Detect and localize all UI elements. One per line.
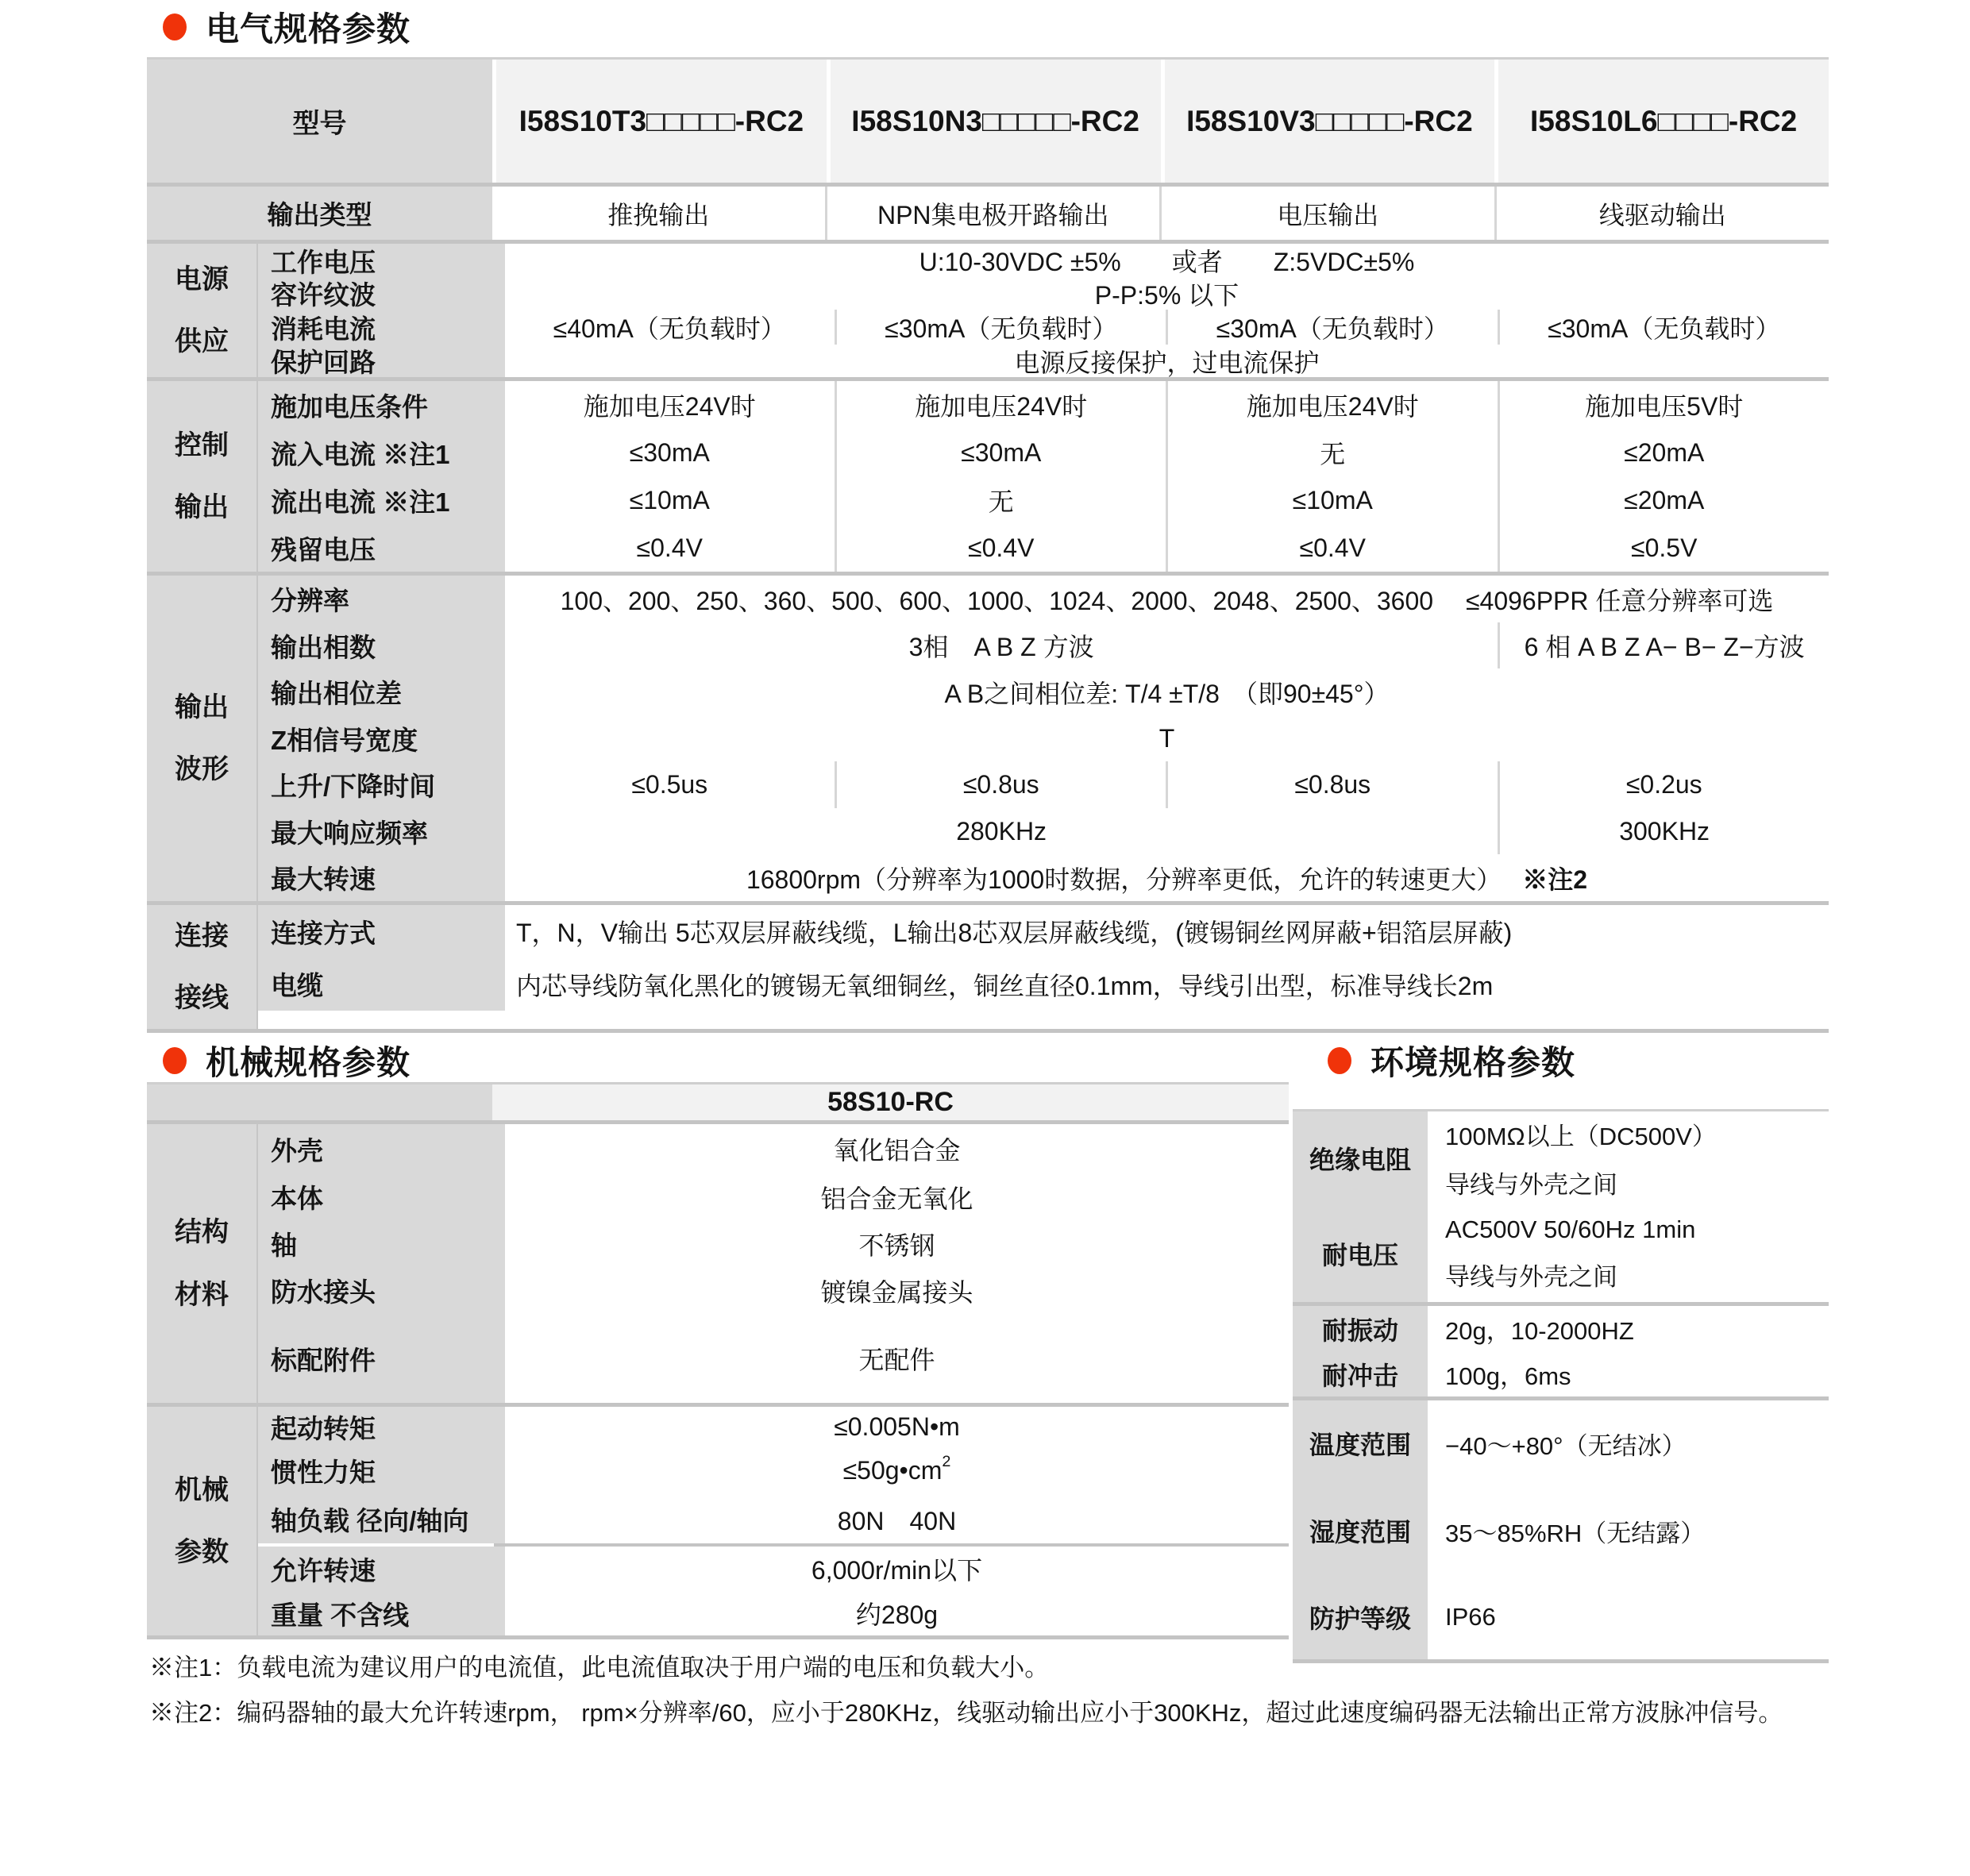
row-value <box>505 854 1829 901</box>
row-value: 铝合金无氧化 <box>820 1184 973 1213</box>
table-bottom-border <box>147 1635 1289 1639</box>
row-value: 100g，6ms <box>1445 1362 1571 1390</box>
cell-value: 无 <box>1166 429 1498 476</box>
cell-value: 3相 A B Z 方波 <box>908 633 1094 661</box>
row-label: 防水接头 <box>258 1267 505 1314</box>
row-temperature-range <box>1293 1400 1829 1486</box>
row-value: 约280g <box>855 1601 939 1629</box>
cell-value: 施加电压24V时 <box>583 392 756 421</box>
cell-value: ≤0.4V <box>1166 524 1498 572</box>
output-type-value: NPN集电极开路输出 <box>825 187 1160 240</box>
section-title-text: 环境规格参数 <box>1371 1044 1576 1081</box>
row-label: 流出电流 ※注1 <box>258 476 505 524</box>
env-section-mechanical <box>1293 1306 1829 1396</box>
cell-value: ≤30mA <box>835 429 1166 476</box>
row-value: 电源反接保护，过电流保护 <box>1014 348 1320 377</box>
row-label: 输出相位差 <box>258 668 505 715</box>
model-name-n: I58S10N3□□□□□-RC2 <box>827 60 1161 183</box>
cell-value: ≤0.5us <box>631 770 708 799</box>
output-waveform-section <box>147 576 1829 901</box>
row-insulation-resistance <box>1293 1111 1829 1205</box>
group-label-connection: 连接接线 <box>147 905 258 1029</box>
row-label: 标配附件 <box>258 1314 505 1403</box>
red-bullet-icon <box>1328 1047 1351 1074</box>
electrical-section-title <box>163 3 411 51</box>
row-label: 上升/下降时间 <box>258 761 505 808</box>
note2-reference: ※注2 <box>1522 865 1588 894</box>
row-humidity-range <box>1293 1486 1829 1575</box>
row-value: U:10-30VDC ±5% 或者 Z:5VDC±5% <box>919 248 1415 276</box>
row-label: 电缆 <box>258 957 505 1011</box>
cell-value: ≤20mA <box>1498 429 1829 476</box>
red-bullet-icon <box>163 13 187 40</box>
row-label: 绝缘电阻 <box>1293 1111 1428 1205</box>
cell-value: 施加电压24V时 <box>1166 381 1498 429</box>
row-label: 本体 <box>258 1173 505 1220</box>
model-name-v: I58S10V3□□□□□-RC2 <box>1161 60 1495 183</box>
cell-value: 280KHz <box>956 816 1047 846</box>
model-header-label: 型号 <box>147 60 492 183</box>
row-value: T <box>1158 723 1175 753</box>
inertia-superscript: 2 <box>942 1453 951 1471</box>
row-standard-accessory <box>258 1314 1289 1403</box>
group-label-structure: 结构材料 <box>147 1124 258 1403</box>
row-value: P-P:5% 以下 <box>1094 280 1239 310</box>
row-label: 耐电压 <box>1293 1205 1428 1302</box>
cell-value: 300KHz <box>1498 808 1829 854</box>
row-label: 工作电压 <box>258 244 505 277</box>
row-label: 惯性力矩 <box>258 1446 505 1495</box>
row-housing <box>258 1124 1289 1173</box>
row-label: 外壳 <box>258 1124 505 1173</box>
row-withstand-voltage <box>1293 1205 1829 1302</box>
cell-value: 6 相 A B Z A− B− Z−方波 <box>1498 622 1829 668</box>
row-residual-voltage <box>258 524 1829 572</box>
row-source-current <box>258 476 1829 524</box>
model-name-l: I58S10L6□□□□-RC2 <box>1494 60 1829 183</box>
red-bullet-icon <box>163 1047 187 1074</box>
output-type-value: 电压输出 <box>1159 187 1494 240</box>
electrical-spec-table <box>147 57 1829 1033</box>
cell-value: 施加电压5V时 <box>1498 381 1829 429</box>
row-ripple <box>258 277 1829 310</box>
row-shaft-load <box>258 1495 1289 1543</box>
mechanical-section-title <box>163 1037 411 1084</box>
mech-model-name: 58S10-RC <box>492 1084 1289 1120</box>
row-waterproof-joint <box>258 1267 1289 1314</box>
row-value: −40～+80°（无结冰） <box>1445 1431 1687 1460</box>
row-value: 20g，10-2000HZ <box>1445 1317 1634 1345</box>
row-label: 连接方式 <box>258 905 505 957</box>
group-label-control: 控制输出 <box>147 381 258 572</box>
cell-value: ≤0.8us <box>1166 761 1498 808</box>
row-value: IP66 <box>1445 1603 1496 1631</box>
cell-value: ≤30mA <box>629 437 710 467</box>
row-voltage-condition <box>258 381 1829 429</box>
row-label: 流入电流 ※注1 <box>258 429 505 476</box>
cell-value: ≤0.4V <box>835 524 1166 572</box>
section-title-text: 机械规格参数 <box>206 1044 411 1081</box>
row-vibration-resistance <box>1293 1306 1829 1351</box>
row-consumption-current <box>258 310 1829 345</box>
row-value: 镀镍金属接头 <box>820 1277 973 1307</box>
row-label: 起动转矩 <box>258 1407 505 1446</box>
output-type-value: 线驱动输出 <box>1494 187 1829 240</box>
row-value: T，N，V输出 5芯双层屏蔽线缆，L输出8芯双层屏蔽线缆，(镀锡铜丝网屏蔽+铝箔层屏蔽) <box>516 919 1513 947</box>
row-label: 保护回路 <box>258 345 505 377</box>
cell-value: ≤0.5V <box>1498 524 1829 572</box>
mech-header-spacer <box>147 1084 492 1120</box>
env-section-ambient <box>1293 1400 1829 1659</box>
output-type-row <box>147 187 1829 240</box>
table-bottom-border <box>147 1029 1829 1033</box>
row-label: 允许转速 <box>258 1547 505 1591</box>
env-section-electric <box>1293 1111 1829 1302</box>
row-working-voltage <box>258 244 1829 277</box>
row-max-speed <box>258 854 1829 901</box>
mechanical-parameter-section <box>147 1407 1289 1635</box>
footnotes <box>149 1655 1783 1746</box>
mech-header-row <box>147 1084 1289 1120</box>
cell-value: ≤40mA（无负载时） <box>553 314 786 343</box>
row-phase-difference <box>258 668 1829 715</box>
row-value: 无配件 <box>858 1346 935 1374</box>
row-label: 轴负载 径向/轴向 <box>258 1495 505 1543</box>
max-speed-text: 16800rpm（分辨率为1000时数据，分辨率更低，允许的转速更大） <box>746 865 1502 894</box>
section-title-text: 电气规格参数 <box>206 10 411 48</box>
row-label: 施加电压条件 <box>258 381 505 429</box>
row-label: 分辨率 <box>258 576 505 622</box>
row-value: 氧化铝合金 <box>833 1136 961 1165</box>
footnote-2: ※注2：编码器轴的最大允许转速rpm， rpm×分辨率/60，应小于280KHz，线驱动输出应小于300KHz，超过此速度编码器无法输出正常方波脉冲信号。 <box>149 1699 1783 1727</box>
connection-section <box>147 905 1829 1029</box>
output-type-label: 输出类型 <box>147 187 492 240</box>
row-value: 内芯导线防氧化黑化的镀锡无氧细铜丝，铜丝直径0.1mm，导线引出型，标准导线长2m <box>516 971 1494 1000</box>
inertia-value: ≤50g•cm <box>842 1456 943 1485</box>
row-value: 100、200、250、360、500、600、1000、1024、2000、2048、2500、3600 ≤4096PPR 任意分辨率可选 <box>560 586 1774 615</box>
row-weight <box>258 1591 1289 1635</box>
row-label: Z相信号宽度 <box>258 715 505 761</box>
row-moment-of-inertia <box>258 1446 1289 1495</box>
row-value <box>505 1446 1289 1495</box>
cell-value: ≤30mA（无负载时） <box>1498 310 1829 345</box>
row-label: 耐振动 <box>1293 1306 1428 1351</box>
row-label: 输出相数 <box>258 622 505 668</box>
row-label: 重量 不含线 <box>258 1591 505 1635</box>
mechanical-spec-table <box>147 1082 1289 1639</box>
row-value-line2: 导线与外壳之间 <box>1445 1262 1617 1291</box>
row-protection-circuit <box>258 345 1829 377</box>
row-z-signal-width <box>258 715 1829 761</box>
cell-value: ≤30mA（无负载时） <box>835 310 1166 345</box>
group-label-waveform: 输出波形 <box>147 576 258 901</box>
cell-value: ≤10mA <box>1166 476 1498 524</box>
structure-material-section <box>147 1124 1289 1403</box>
row-sink-current <box>258 429 1829 476</box>
row-value: ≤0.005N•m <box>834 1412 960 1441</box>
row-shaft <box>258 1220 1289 1267</box>
cell-value: 施加电压24V时 <box>835 381 1166 429</box>
row-value-line2: 导线与外壳之间 <box>1445 1171 1617 1199</box>
row-cable <box>258 957 1829 1011</box>
group-label-mech-params: 机械参数 <box>147 1407 258 1635</box>
row-label: 轴 <box>258 1220 505 1267</box>
row-label: 湿度范围 <box>1293 1486 1428 1575</box>
model-name-t: I58S10T3□□□□□-RC2 <box>492 60 827 183</box>
output-type-value: 推挽输出 <box>607 200 710 229</box>
cell-value: ≤30mA（无负载时） <box>1166 310 1498 345</box>
row-label: 消耗电流 <box>258 310 505 345</box>
cell-value: ≤0.2us <box>1498 761 1829 808</box>
cell-value: ≤0.4V <box>636 533 703 562</box>
row-protection-class <box>1293 1575 1829 1659</box>
footnote-1: ※注1：负载电流为建议用户的电流值，此电流值取决于用户端的电压和负载大小。 <box>149 1654 1050 1681</box>
group-label-power: 电源供应 <box>147 244 258 377</box>
row-starting-torque <box>258 1407 1289 1446</box>
row-label: 防护等级 <box>1293 1575 1428 1659</box>
row-label: 温度范围 <box>1293 1400 1428 1486</box>
row-shock-resistance <box>1293 1351 1829 1396</box>
row-rise-fall-time <box>258 761 1829 808</box>
cell-value: ≤10mA <box>629 485 710 514</box>
row-output-phases <box>258 622 1829 668</box>
row-resolution <box>258 576 1829 622</box>
row-label: 耐冲击 <box>1293 1351 1428 1396</box>
row-value: 80N 40N <box>837 1506 957 1535</box>
environmental-spec-table <box>1293 1109 1829 1663</box>
cell-value: ≤0.8us <box>835 761 1166 808</box>
row-value: A B之间相位差: T/4 ±T/8 （即90±45°） <box>944 679 1390 708</box>
cell-value: 无 <box>835 476 1166 524</box>
cell-value: ≤20mA <box>1498 476 1829 524</box>
row-value: 35～85%RH（无结露） <box>1445 1519 1706 1547</box>
row-value: 不锈钢 <box>858 1231 935 1260</box>
row-label: 最大响应频率 <box>258 808 505 854</box>
environmental-section-title <box>1328 1037 1575 1084</box>
model-header-row <box>147 60 1829 183</box>
row-connection-method <box>258 905 1829 957</box>
row-value-line1: AC500V 50/60Hz 1min <box>1445 1215 1696 1243</box>
row-body <box>258 1173 1289 1220</box>
row-allowable-speed <box>258 1547 1289 1591</box>
row-label: 最大转速 <box>258 854 505 901</box>
row-value-line1: 100MΩ以上（DC500V） <box>1445 1123 1717 1150</box>
control-output-section <box>147 381 1829 572</box>
power-supply-section <box>147 244 1829 377</box>
row-label: 容许纹波 <box>258 277 505 310</box>
row-label: 残留电压 <box>258 524 505 572</box>
row-max-response-frequency <box>258 808 1829 854</box>
row-value: 6,000r/min以下 <box>811 1556 983 1585</box>
